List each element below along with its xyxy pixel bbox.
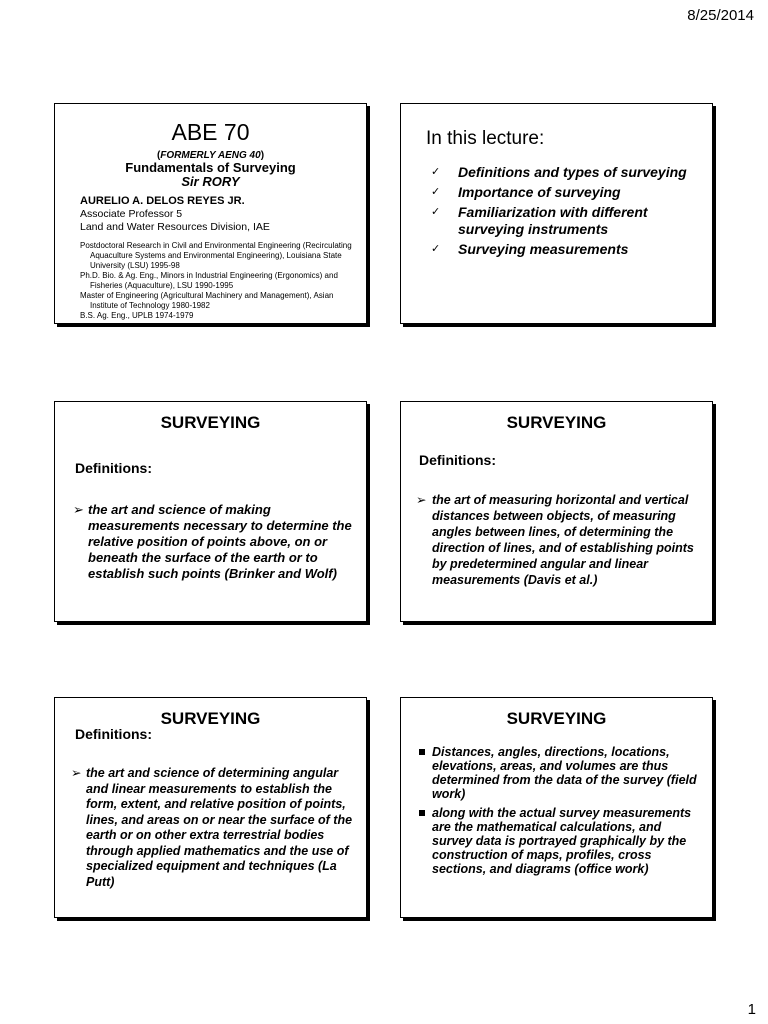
slide-lecture-outline [400, 103, 713, 324]
qualification-item: B.S. Ag. Eng., UPLB 1974-1979 [80, 311, 194, 320]
definition-text [416, 492, 706, 588]
checkmark-icon: ✓ [431, 243, 441, 255]
checkmark-icon: ✓ [431, 206, 441, 218]
outline-item-text: Definitions and types of surveying [458, 164, 687, 180]
definition-body: the art of measuring horizontal and vertical distances between objects, of measuring angles between lines, of determining the direction of lines, and of establishing points by predetermined angular and linear measurements (Davis et al.) [432, 493, 694, 587]
definitions-label: Definitions: [75, 460, 152, 476]
arrow-bullet-icon: ➢ [73, 502, 84, 517]
outline-item [431, 204, 701, 238]
outline-list [431, 164, 701, 261]
outline-item-text: Familiarization with different surveying instruments [458, 204, 648, 237]
former-code: (FORMERLY AENG 40) [156, 150, 265, 161]
checkmark-icon: ✓ [431, 186, 441, 198]
former-code-text: FORMERLY AENG 40 [160, 150, 261, 161]
instructor-nickname: Sir RORY [181, 174, 240, 189]
author-position: Associate Professor 5 [80, 208, 183, 220]
print-date: 8/25/2014 [687, 7, 754, 24]
checkmark-icon: ✓ [431, 166, 441, 178]
slide-title: In this lecture: [426, 128, 545, 149]
survey-point [419, 745, 704, 801]
square-bullet-icon [419, 749, 425, 755]
outline-item [431, 241, 701, 258]
survey-point-text: Distances, angles, directions, locations, elevations, areas, and volumes are thus determined from the data of the survey (field work) [432, 745, 697, 801]
qualification-item: Postdoctoral Research in Civil and Environmental Engineering (Recirculating Aquaculture Systems and Environmental Engineering), Louisiana State University (LSU) 1995-98 [80, 241, 352, 270]
slide-definition-1 [54, 401, 367, 622]
survey-point [419, 806, 704, 876]
definition-text [73, 502, 359, 582]
slide-title: SURVEYING [160, 413, 261, 432]
outline-item [431, 164, 701, 181]
arrow-bullet-icon: ➢ [416, 493, 427, 507]
square-bullet-icon [419, 810, 425, 816]
survey-point-text: along with the actual survey measurements are the mathematical calculations, and survey data is portrayed graphically by the construction of maps, profiles, cross sections, and diagrams (office work) [432, 806, 692, 876]
qualifications-list [80, 241, 360, 321]
definition-text [71, 766, 361, 890]
definitions-label: Definitions: [419, 452, 496, 468]
outline-item-text: Surveying measurements [458, 241, 629, 257]
author-name: AURELIO A. DELOS REYES JR. [80, 195, 245, 207]
outline-item [431, 184, 701, 201]
slide-title: SURVEYING [506, 413, 607, 432]
qualification-item: Master of Engineering (Agricultural Machinery and Management), Asian Institute of Technology 1980-1982 [80, 291, 334, 310]
slide-title: SURVEYING [160, 709, 261, 728]
definition-body: the art and science of determining angular and linear measurements to establish the form, extent, and relative position of points, lines, and areas on or near the surface of the earth or on other extra terrestrial bodies through applied mathematics and the use of specialized equipment and techniques (La Putt) [86, 766, 353, 889]
slide-title: SURVEYING [506, 709, 607, 728]
course-name: Fundamentals of Surveying [125, 160, 296, 175]
slide-definition-2 [400, 401, 713, 622]
outline-item-text: Importance of surveying [458, 184, 621, 200]
definition-body: the art and science of making measurements necessary to determine the relative position of points above, on or beneath the surface of the earth or to establish such points (Brinker and Wolf) [88, 502, 352, 581]
course-code: ABE 70 [171, 119, 250, 145]
author-affiliation [80, 208, 270, 234]
page-number: 1 [747, 1001, 756, 1018]
definitions-label: Definitions: [75, 726, 152, 742]
slide-title-course [54, 103, 367, 324]
qualification-item: Ph.D. Bio. & Ag. Eng., Minors in Industrial Engineering (Ergonomics) and Fisheries (Aquaculture), LSU 1990-1995 [80, 271, 338, 290]
author-division: Land and Water Resources Division, IAE [80, 221, 270, 233]
survey-points-list [419, 745, 704, 881]
arrow-bullet-icon: ➢ [71, 766, 82, 780]
slide-definition-3 [54, 697, 367, 918]
slide-survey-outputs [400, 697, 713, 918]
